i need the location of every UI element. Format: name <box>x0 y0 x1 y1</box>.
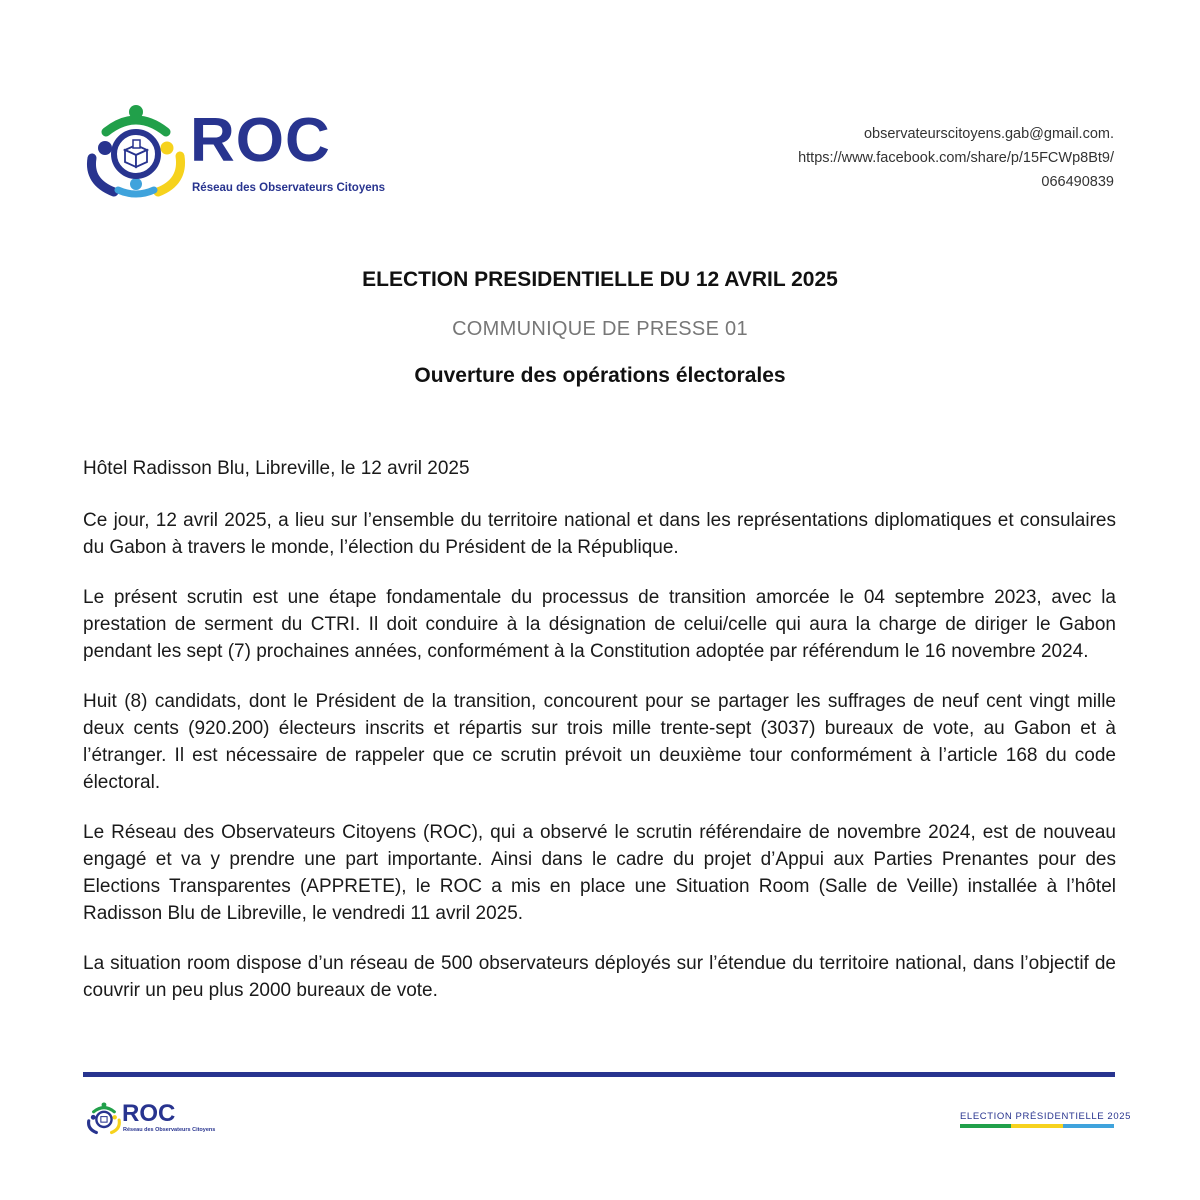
logo-subtitle: Réseau des Observateurs Citoyens <box>192 182 386 194</box>
paragraph: Ce jour, 12 avril 2025, a lieu sur l’ensemble du territoire national et dans les représentations diplomatiques et consulaires du Gabon à travers le monde, l’élection du Président de la République. <box>83 510 1116 558</box>
roc-emblem-icon <box>86 1100 124 1136</box>
footer-wordmark: ROC <box>122 1100 176 1127</box>
logo-wordmark: ROC <box>190 106 331 175</box>
document-subtitle: COMMUNIQUE DE PRESSE 01 <box>452 318 748 340</box>
roc-logo <box>84 100 384 200</box>
document-body <box>83 455 1116 1027</box>
footer-logo-subtitle: Réseau des Observateurs Citoyens <box>123 1127 216 1133</box>
stripe-yellow <box>1011 1124 1062 1128</box>
contact-phone: 066490839 <box>1041 174 1114 190</box>
paragraph: Le présent scrutin est une étape fondamentale du processus de transition amorcée le 04 septembre 2023, avec la prestation de serment du CTRI. Il doit conduire à la désignation de celui/celle qui aura la charge de diriger le Gabon pendant les sept (7) prochaines années, conformément à la Constitution adoptée par référendum le 16 novembre 2024. <box>83 587 1116 662</box>
footer-divider <box>83 1072 1115 1077</box>
paragraph: Huit (8) candidats, dont le Président de la transition, concourent pour se partager les suffrages de neuf cent vingt mille deux cents (920.200) électeurs inscrits et répartis sur trois mille trente-sept (3037) bureaux de vote, au Gabon et à l’étranger. Il est nécessaire de rappeler que ce scrutin prévoit un deuxième tour conformément à l’article 168 du code électoral. <box>83 691 1116 793</box>
contact-email[interactable]: observateurscitoyens.gab@gmail.com. <box>863 126 1114 142</box>
footer-logo <box>86 1100 216 1140</box>
footer-flag-stripes <box>960 1124 1114 1128</box>
place-date: Hôtel Radisson Blu, Libreville, le 12 avril 2025 <box>83 458 470 479</box>
contact-block <box>798 122 1114 194</box>
stripe-blue <box>1063 1124 1114 1128</box>
roc-emblem-icon <box>84 100 194 200</box>
paragraph: Le Réseau des Observateurs Citoyens (ROC), qui a observé le scrutin référendaire de novembre 2024, est de nouveau engagé et va y prendre une part importante. Ainsi dans le cadre du projet d’Appui aux Parties Prenantes pour des Elections Transparentes (APPRETE), le ROC a mis en place une Situation Room (Salle de Veille) installée à l’hôtel Radisson Blu de Libreville, le vendredi 11 avril 2025. <box>83 822 1116 924</box>
paragraph: La situation room dispose d’un réseau de 500 observateurs déployés sur l’étendue du territoire national, dans l’objectif de couvrir un peu plus 2000 bureaux de vote. <box>83 953 1116 1001</box>
document-title: ELECTION PRESIDENTIELLE DU 12 AVRIL 2025 <box>362 268 838 291</box>
contact-facebook-link[interactable]: https://www.facebook.com/share/p/15FCWp8Bt9/ <box>798 150 1114 166</box>
document-heading: Ouverture des opérations électorales <box>414 364 786 387</box>
footer-election-tag: ELECTION PRÉSIDENTIELLE 2025 <box>960 1111 1131 1122</box>
stripe-green <box>960 1124 1011 1128</box>
